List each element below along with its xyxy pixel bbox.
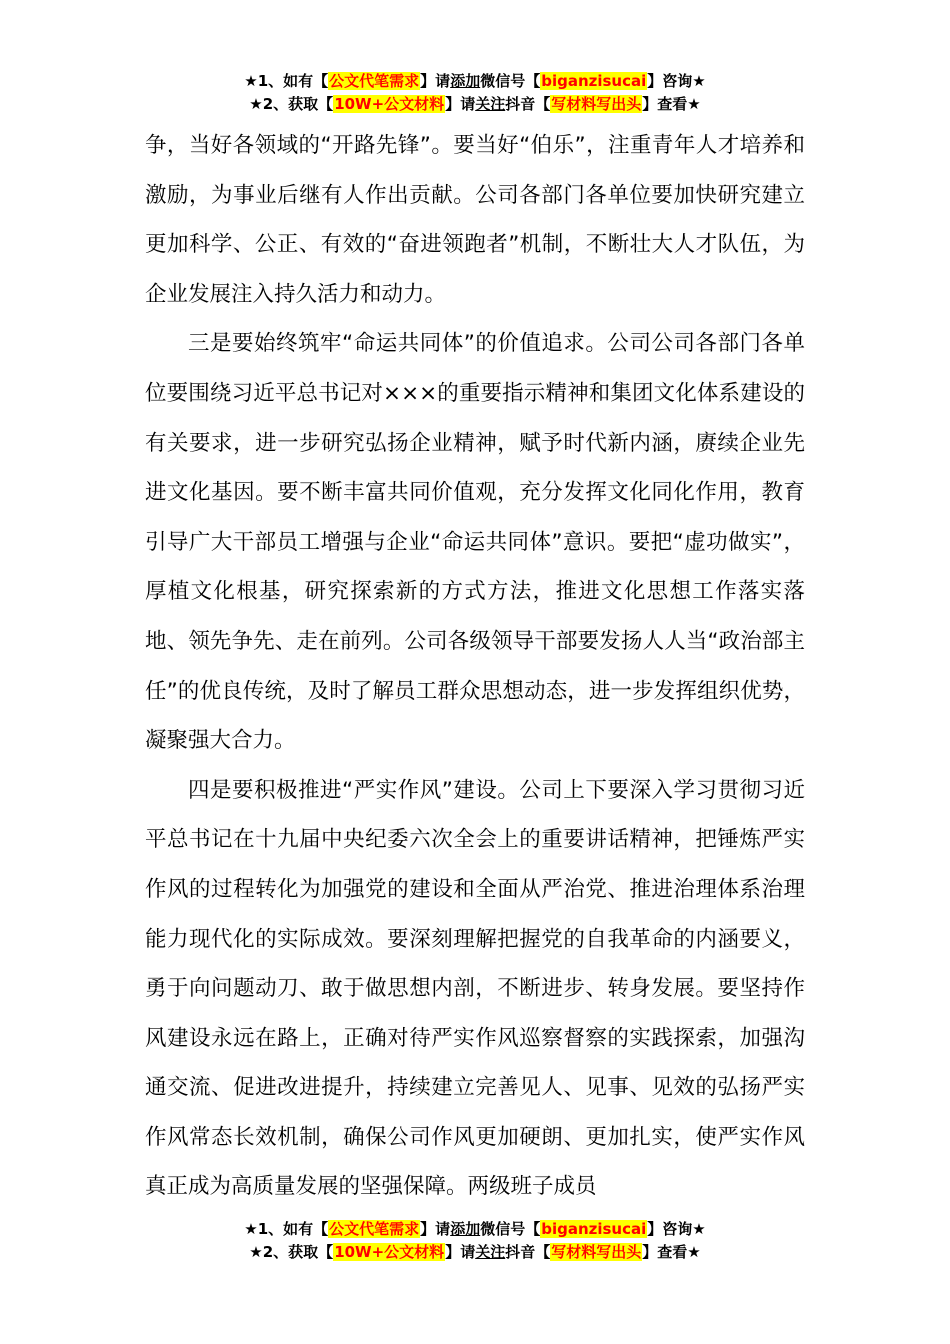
header-banner bbox=[0, 70, 950, 116]
paragraph-point-three: 三是要始终筑牢“命运共同体”的价值追求。公司公司各部门各单位要围绕习近平总书记对×××的重要指示精神和集团文化体系建设的有关要求，进一步研究弘扬企业精神，赋予时代新内涵，赓续企业先进文化基因。要不断丰富共同价值观，充分发挥文化同化作用，教育引导广大干部员工增强与企业“命运共同体”意识。要把“虚功做实”，厚植文化根基，研究探索新的方式方法，推进文化思想工作落实落地、领先争先、走在前列。公司各级领导干部要发扬人人当“政治部主任”的优良传统，及时了解员工群众思想动态，进一步发挥组织优势，凝聚强大合力。 bbox=[145, 331, 805, 754]
paragraph-continued: 争，当好各领域的“开路先锋”。要当好“伯乐”，注重青年人才培养和激励，为事业后继有人作出贡献。公司各部门各单位要加快研究建立更加科学、公正、有效的“奋进领跑者”机制，不断壮大人才队伍，为企业发展注入持久活力和动力。 bbox=[145, 133, 805, 307]
banner-line-2 bbox=[0, 1241, 950, 1264]
banner-text: 】请 bbox=[445, 95, 476, 113]
banner-text: 】咨询★ bbox=[647, 1220, 706, 1238]
banner-highlight: 写材料写出头 bbox=[551, 95, 642, 113]
banner-line-1 bbox=[0, 1218, 950, 1241]
banner-emphasis: 关注 bbox=[475, 1243, 506, 1261]
banner-text: 】查看★ bbox=[642, 1243, 701, 1261]
banner-line-1 bbox=[0, 70, 950, 93]
banner-text: 】请 bbox=[420, 1220, 451, 1238]
banner-text: 微信号【 bbox=[480, 72, 541, 90]
banner-highlight: 公文代笔需求 bbox=[329, 72, 420, 90]
banner-highlight: 10W+公文材料 bbox=[334, 1243, 445, 1261]
banner-highlight: 公文代笔需求 bbox=[329, 1220, 420, 1238]
document-body bbox=[145, 121, 805, 1212]
banner-text: 】查看★ bbox=[642, 95, 701, 113]
banner-highlight: 写材料写出头 bbox=[551, 1243, 642, 1261]
banner-text: ★1、如有【 bbox=[244, 72, 329, 90]
banner-highlight: 10W+公文材料 bbox=[334, 95, 445, 113]
banner-text: ★2、获取【 bbox=[249, 1243, 334, 1261]
banner-line-2 bbox=[0, 93, 950, 116]
banner-text: 】请 bbox=[445, 1243, 476, 1261]
banner-emphasis: 添加 bbox=[450, 72, 481, 90]
banner-text: 抖音【 bbox=[505, 95, 551, 113]
banner-text: 】请 bbox=[420, 72, 451, 90]
banner-text: 】咨询★ bbox=[647, 72, 706, 90]
banner-text: 微信号【 bbox=[480, 1220, 541, 1238]
banner-emphasis: 添加 bbox=[450, 1220, 481, 1238]
banner-text: ★1、如有【 bbox=[244, 1220, 329, 1238]
footer-banner bbox=[0, 1218, 950, 1264]
banner-highlight: biganzisucai bbox=[541, 1220, 647, 1238]
paragraph-point-four: 四是要积极推进“严实作风”建设。公司上下要深入学习贯彻习近平总书记在十九届中央纪委六次全会上的重要讲话精神，把锤炼严实作风的过程转化为加强党的建设和全面从严治党、推进治理体系治理能力现代化的实际成效。要深刻理解把握党的自我革命的内涵要义，勇于向问题动刀、敢于做思想内剖，不断进步、转身发展。要坚持作风建设永远在路上，正确对待严实作风巡察督察的实践探索，加强沟通交流、促进改进提升，持续建立完善见人、见事、见效的弘扬严实作风常态长效机制，确保公司作风更加硬朗、更加扎实，使严实作风真正成为高质量发展的坚强保障。两级班子成员 bbox=[145, 777, 805, 1200]
banner-text: ★2、获取【 bbox=[249, 95, 334, 113]
banner-text: 抖音【 bbox=[505, 1243, 551, 1261]
banner-highlight: biganzisucai bbox=[541, 72, 647, 90]
banner-emphasis: 关注 bbox=[475, 95, 506, 113]
